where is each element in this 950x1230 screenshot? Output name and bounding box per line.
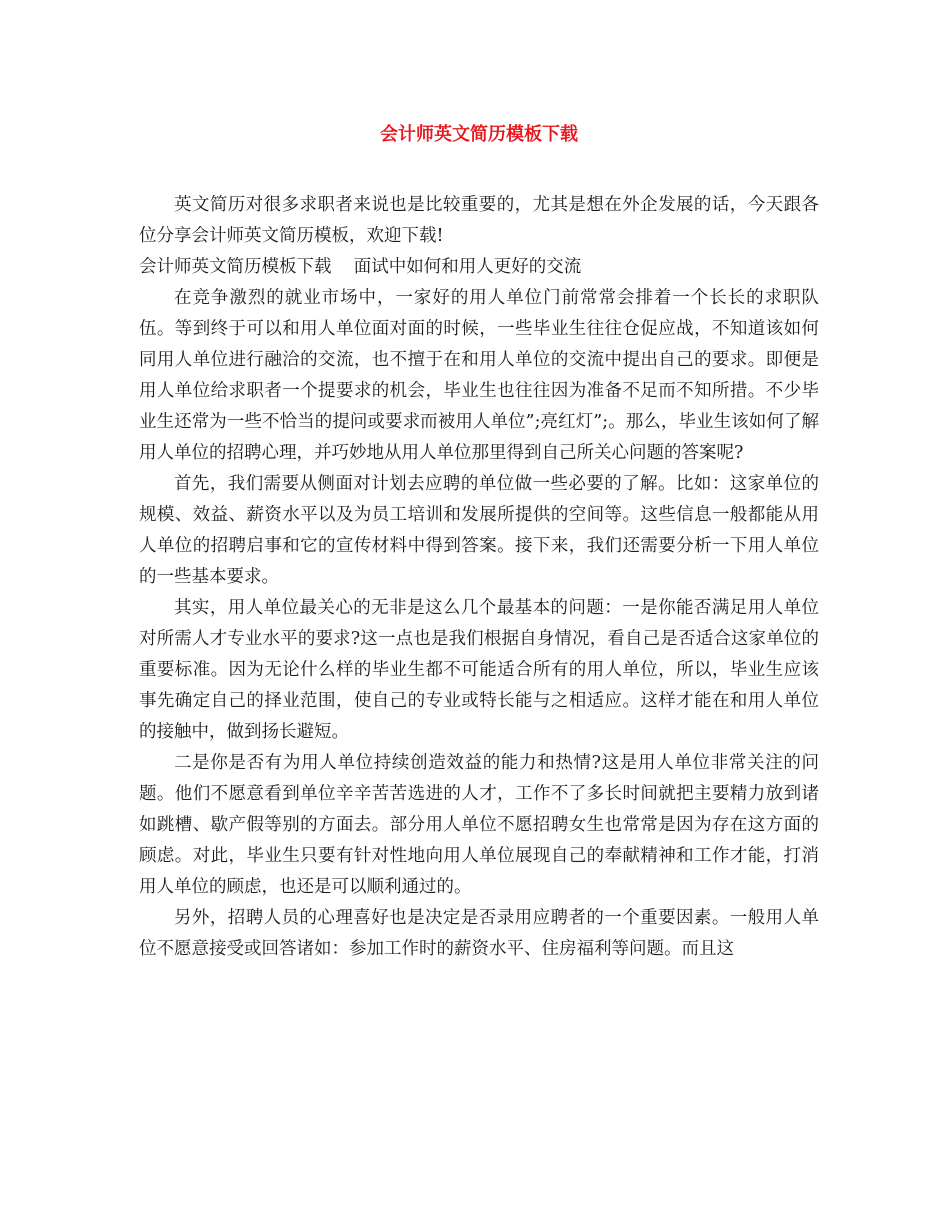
document-body (139, 190, 819, 965)
paragraph-2: 首先，我们需要从侧面对计划去应聘的单位做一些必要的了解。比如：这家单位的规模、效益、薪资水平以及为员工培训和发展所提供的空间等。这些信息一般都能从用人单位的招聘启事和它的宣传材料中得到答案。接下来，我们还需要分析一下用人单位的一些基本要求。 (139, 474, 819, 587)
paragraph-1: 在竞争激烈的就业市场中，一家好的用人单位门前常常会排着一个长长的求职队伍。等到终于可以和用人单位面对面的时候，一些毕业生往往仓促应战，不知道该如何同用人单位进行融洽的交流，也不擅于在和用人单位的交流中提出自己的要求。即便是用人单位给求职者一个提要求的机会，毕业生也往往因为准备不足而不知所措。不少毕业生还常为一些不恰当的提问或要求而被用人单位”;亮红灯”;。那么，毕业生该如何了解用人单位的招聘心理，并巧妙地从用人单位那里得到自己所关心问题的答案呢? (139, 288, 819, 463)
paragraph-4: 二是你是否有为用人单位持续创造效益的能力和热情?这是用人单位非常关注的问题。他们不愿意看到单位辛辛苦苦选进的人才，工作不了多长时间就把主要精力放到诸如跳槽、歇产假等别的方面去。部分用人单位不愿招聘女生也常常是因为存在这方面的顾虑。对此，毕业生只要有针对性地向用人单位展现自己的奉献精神和工作才能，打消用人单位的顾虑，也还是可以顺利通过的。 (139, 753, 819, 897)
paragraph-3: 其实，用人单位最关心的无非是这么几个最基本的问题：一是你能否满足用人单位对所需人才专业水平的要求?这一点也是我们根据自身情况，看自己是否适合这家单位的重要标准。因为无论什么样的毕业生都不可能适合所有的用人单位，所以，毕业生应该事先确定自己的择业范围，使自己的专业或特长能与之相适应。这样才能在和用人单位的接触中，做到扬长避短。 (139, 598, 819, 742)
paragraph-5: 另外，招聘人员的心理喜好也是决定是否录用应聘者的一个重要因素。一般用人单位不愿意接受或回答诸如：参加工作时的薪资水平、住房福利等问题。而且这 (139, 908, 819, 959)
document-title: 会计师英文简历模板下载 (380, 124, 578, 145)
intro-paragraph: 英文简历对很多求职者来说也是比较重要的，尤其是想在外企发展的话，今天跟各位分享会计师英文简历模板，欢迎下载! (139, 195, 819, 246)
section-subtitle: 会计师英文简历模板下载 面试中如何和用人更好的交流 (139, 257, 582, 277)
